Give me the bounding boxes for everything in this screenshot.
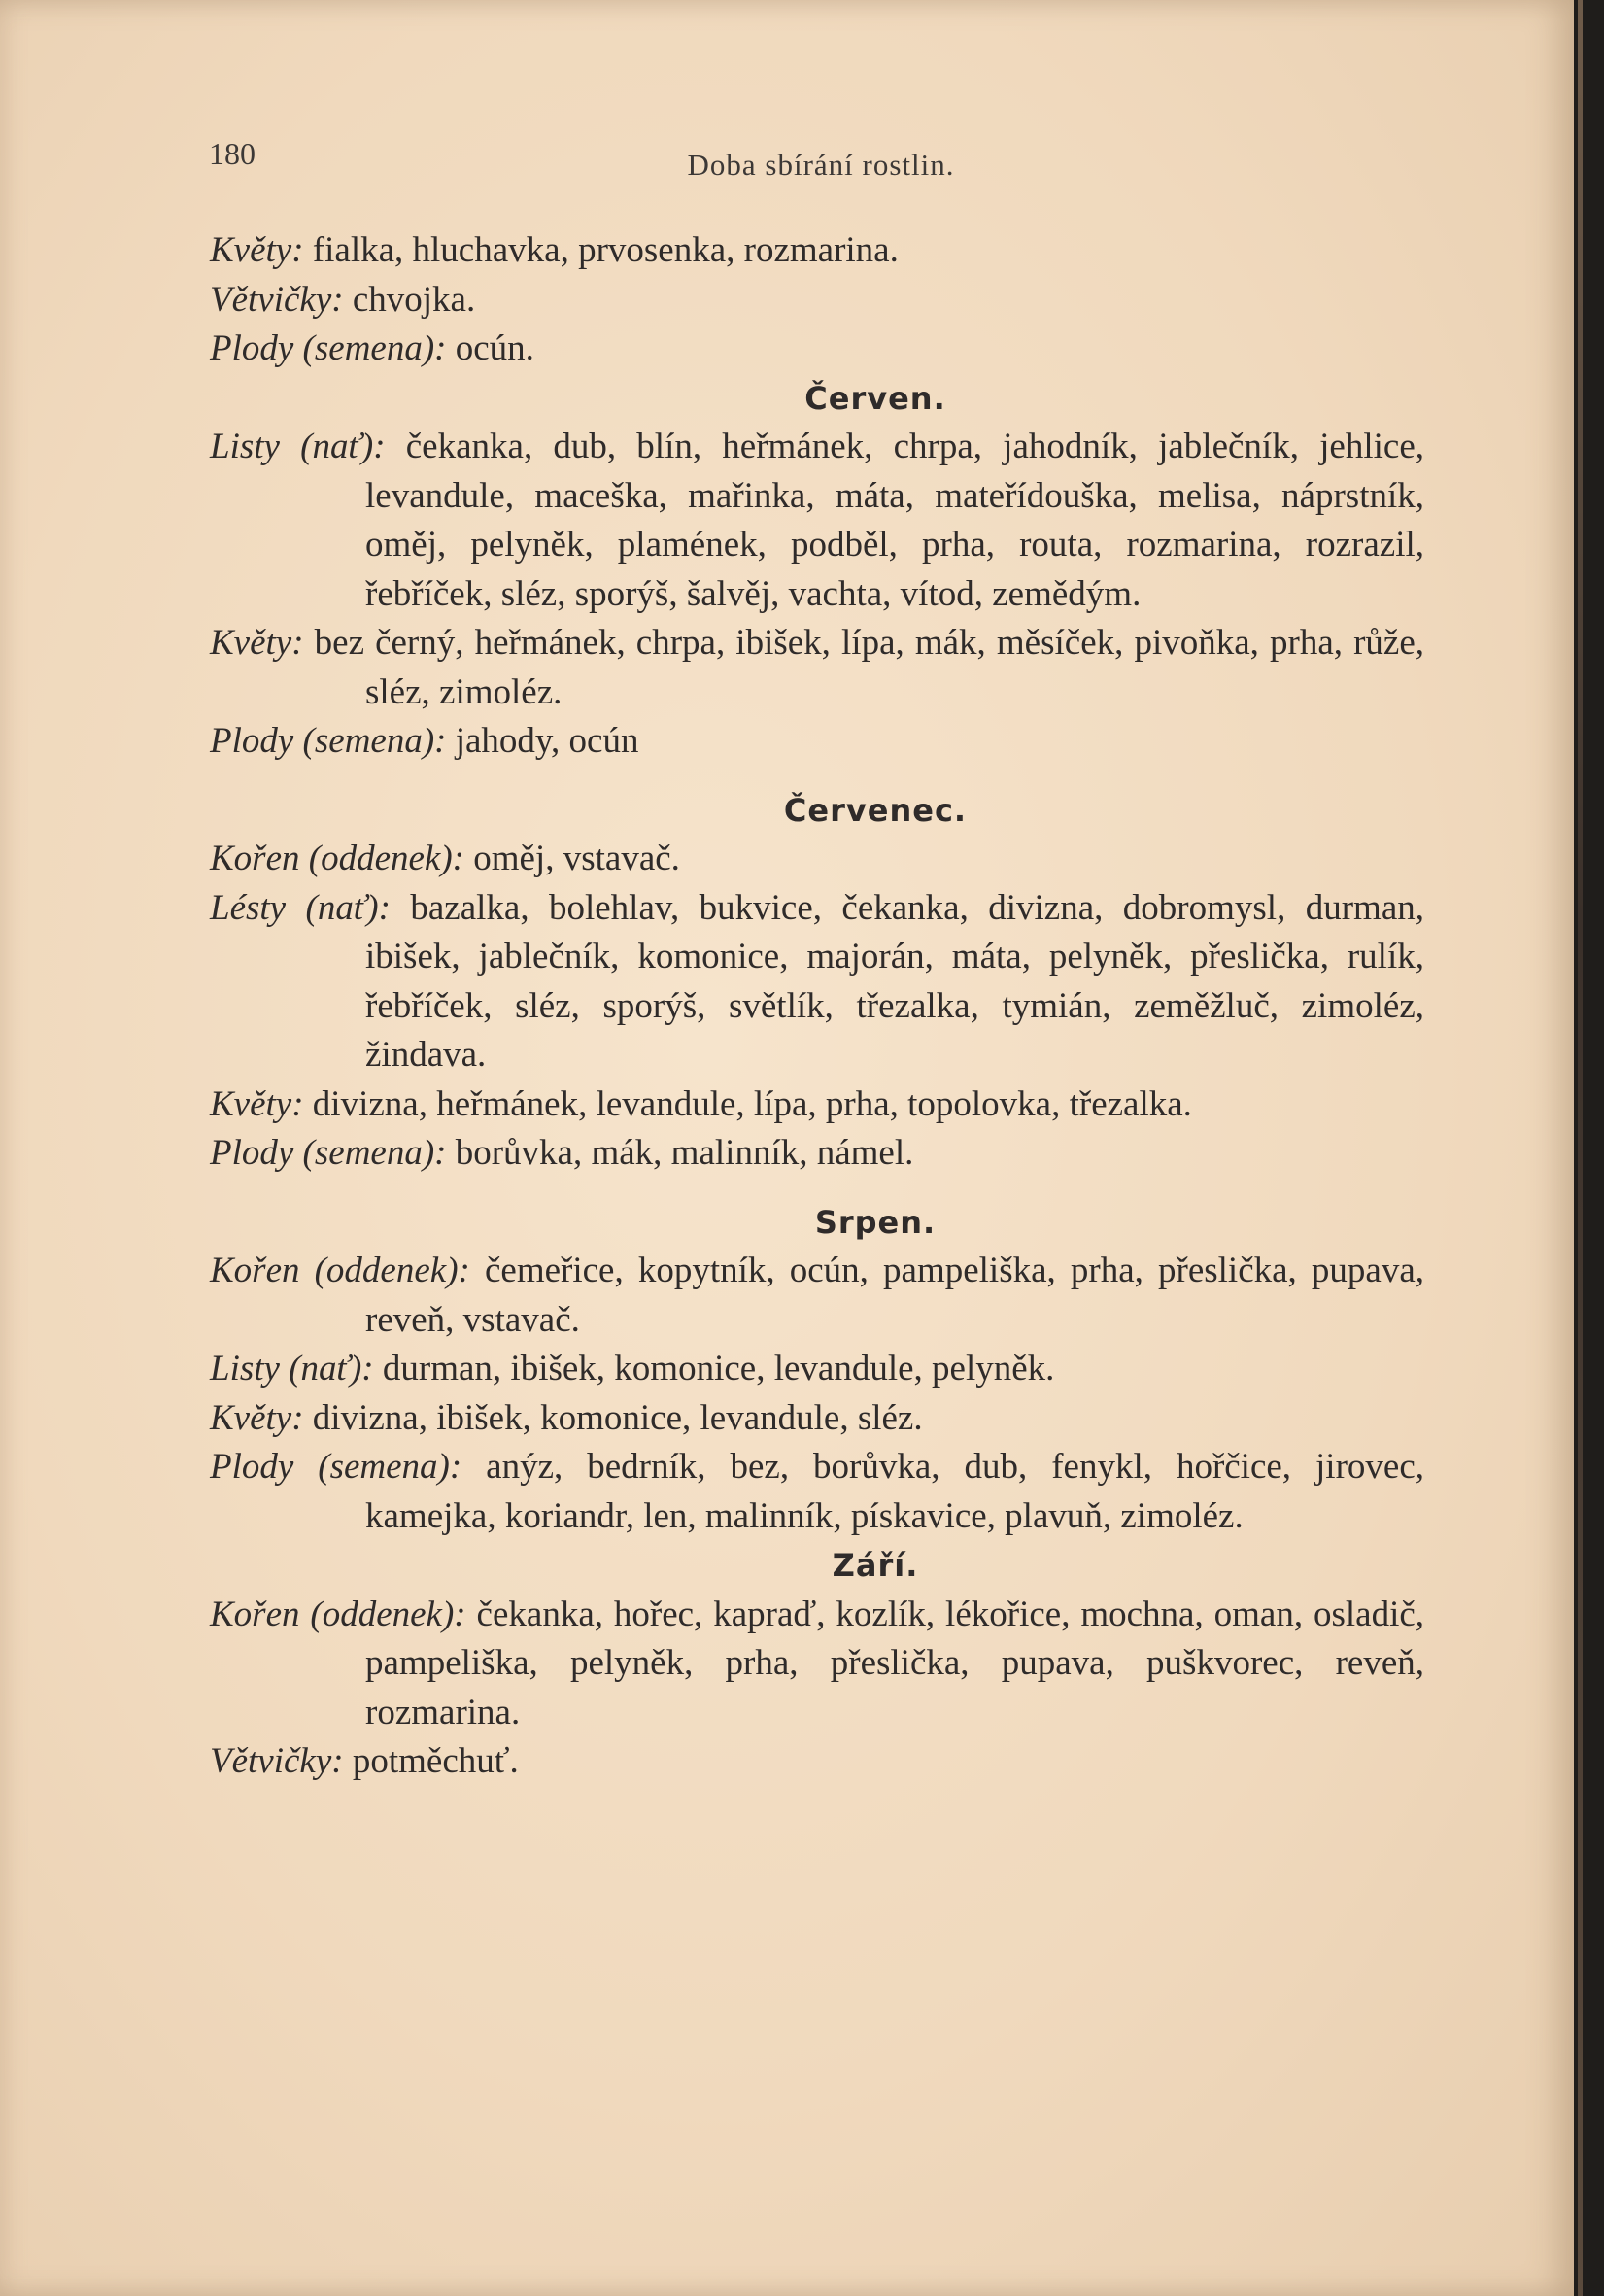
entry-label: Kořen (oddenek): bbox=[210, 1593, 466, 1634]
entry bbox=[210, 423, 1424, 619]
entry-label: Lésty (nať): bbox=[210, 887, 391, 928]
entry bbox=[210, 884, 1424, 1080]
entry-label: Květy: bbox=[210, 1083, 304, 1124]
entry-text: ocún. bbox=[455, 328, 534, 368]
entry-text: jahody, ocún bbox=[455, 721, 639, 761]
entry bbox=[210, 619, 1424, 717]
section-zari bbox=[210, 1541, 1424, 1787]
entry-label: Plody (semena): bbox=[210, 1447, 462, 1487]
entry-label: Větvičky: bbox=[210, 1741, 344, 1781]
entry-text: bez černý, heřmánek, chrpa, ibišek, lípa, mák, měsíček, pivoňka, prha, růže, sléz, zimoléz. bbox=[314, 623, 1424, 712]
entry-text: potměchuť. bbox=[352, 1741, 519, 1781]
entry-label: Listy (nať): bbox=[210, 427, 386, 466]
entry-text: divizna, heřmánek, levandule, lípa, prha, topolovka, třezalka. bbox=[312, 1083, 1192, 1124]
entry bbox=[210, 1080, 1424, 1130]
month-heading: Červenec. bbox=[783, 791, 968, 829]
entry-label: Plody (semena): bbox=[210, 721, 447, 761]
entry bbox=[210, 1443, 1424, 1541]
entry-label: Plody (semena): bbox=[210, 328, 447, 368]
entry bbox=[210, 1345, 1424, 1394]
entry-text: čemeřice, kopytník, ocún, pampeliška, prha, přeslička, pupava, reveň, vstavač. bbox=[365, 1251, 1425, 1340]
entry-text: divizna, ibišek, komonice, levandule, sléz. bbox=[312, 1397, 923, 1438]
entry bbox=[210, 276, 1424, 326]
entry-label: Listy (nať): bbox=[210, 1349, 374, 1388]
section-cerven bbox=[210, 374, 1424, 767]
entry bbox=[210, 1394, 1424, 1444]
month-heading: Srpen. bbox=[814, 1203, 937, 1241]
running-head: Doba sbírání rostlin. bbox=[687, 148, 955, 182]
entry-label: Kořen (oddenek): bbox=[210, 1251, 470, 1290]
month-heading: Červen. bbox=[804, 379, 946, 417]
entry-text: čekanka, hořec, kapraď, kozlík, lékořice, mochna, oman, osladič, pampeliška, pelyněk, prha, přeslička, pupava, puškvorec, reveň, rozmarina. bbox=[365, 1593, 1425, 1732]
entry-text: bazalka, bolehlav, bukvice, čekanka, divizna, dobromysl, durman, ibišek, jablečník, komonice, majorán, máta, pelyněk, přeslička, rulík, řebříček, sléz, sporýš, světlík, třezalka, tymián, zeměžluč, zimoléz, žindava. bbox=[365, 887, 1424, 1075]
page-body bbox=[210, 226, 1424, 1787]
month-heading: Září. bbox=[832, 1547, 919, 1584]
entry-label: Větvičky: bbox=[210, 279, 344, 320]
entry-label: Plody (semena): bbox=[210, 1133, 447, 1173]
entry-text: fialka, hluchavka, prvosenka, rozmarina. bbox=[312, 230, 899, 270]
page-number: 180 bbox=[209, 136, 256, 171]
entry-text: anýz, bedrník, bez, borůvka, dub, fenykl, hořčice, jirovec, kamejka, koriandr, len, malinník, pískavice, plavuň, zimoléz. bbox=[365, 1447, 1425, 1536]
entry bbox=[210, 1737, 1424, 1787]
page-header bbox=[209, 136, 1433, 194]
entry-label: Kořen (oddenek): bbox=[210, 839, 464, 878]
entry-label: Květy: bbox=[210, 230, 304, 270]
entry-label: Květy: bbox=[210, 1397, 304, 1438]
entry-text: chvojka. bbox=[352, 279, 476, 320]
entry bbox=[210, 226, 1424, 276]
entry bbox=[210, 1129, 1424, 1179]
entry bbox=[210, 1591, 1424, 1738]
entry-text: durman, ibišek, komonice, levandule, pelyněk. bbox=[382, 1349, 1055, 1388]
entry bbox=[210, 835, 1424, 884]
entry-text: borůvka, mák, malinník, námel. bbox=[455, 1133, 914, 1173]
section-continuation bbox=[210, 226, 1424, 374]
section-cervenec bbox=[210, 786, 1424, 1179]
section-srpen bbox=[210, 1198, 1424, 1542]
entry bbox=[210, 325, 1424, 374]
entry bbox=[210, 1247, 1424, 1345]
book-spine-line bbox=[1578, 0, 1583, 2296]
entry-text: čekanka, dub, blín, heřmánek, chrpa, jahodník, jablečník, jehlice, levandule, maceška, mařinka, máta, mateřídouška, melisa, náprstník, oměj, pelyněk, plamének, podběl, prha, routa, rozmarina, rozrazil, řebříček, sléz, sporýš, šalvěj, vachta, vítod, zemědým. bbox=[365, 427, 1424, 614]
entry-label: Květy: bbox=[210, 623, 304, 663]
entry bbox=[210, 717, 1424, 767]
entry-text: oměj, vstavač. bbox=[473, 839, 680, 878]
